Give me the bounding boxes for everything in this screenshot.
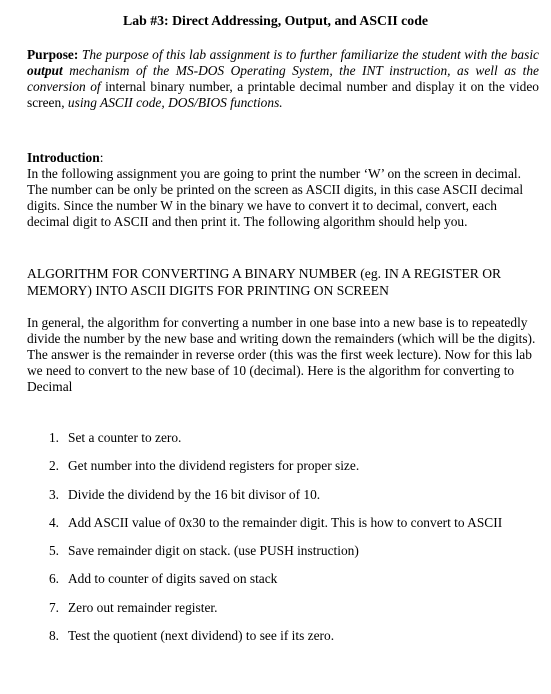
step-text: Add to counter of digits saved on stack	[68, 571, 278, 587]
step-item	[0, 628, 551, 656]
step-item	[0, 543, 551, 571]
step-text: Divide the dividend by the 16 bit divisor of 10.	[68, 486, 321, 502]
document-title: Lab #3: Direct Addressing, Output, and ASCII code	[123, 13, 428, 28]
step-text: Save remainder digit on stack. (use PUSH instruction)	[68, 543, 359, 559]
algorithm-heading: ALGORITHM FOR CONVERTING A BINARY NUMBER (eg. IN A REGISTER OR MEMORY) INTO ASCII DIGITS FOR PRINTING ON SCREEN	[27, 266, 502, 298]
algorithm-description: In general, the algorithm for converting a number in one base into a new base is to repeatedly divide the number by the new base and writing down the remainders (which will be the digits). The answer is the remainder in reverse order (this was the first week lecture). Now for this lab we need to convert to the new base of 10 (decimal). Here is the algorithm for converting to Decimal	[27, 315, 536, 394]
step-item	[0, 515, 551, 543]
purpose-text-part-1: The purpose of this lab assignment is to further familiarize the student with the basic	[81, 47, 539, 62]
step-item	[0, 600, 551, 628]
introduction-heading-colon: :	[99, 150, 104, 165]
step-item	[0, 458, 551, 486]
step-number: 2.	[48, 458, 59, 474]
step-number: 7.	[48, 599, 59, 615]
purpose-text-part-2: mechanism of the MS-DOS Operating System, the INT instruction, as well as the conversion of	[27, 63, 539, 94]
step-text: Add ASCII value of 0x30 to the remainder digit. This is how to convert to ASCII	[68, 514, 503, 530]
step-number: 1.	[48, 430, 59, 445]
step-number: 3.	[48, 486, 59, 502]
purpose-text-part-4: using ASCII code, DOS/BIOS functions.	[67, 95, 283, 110]
step-number: 5.	[48, 543, 59, 559]
step-text: Get number into the dividend registers for proper size.	[68, 458, 360, 474]
purpose-text-part-3: internal binary number, a printable decimal number and display it on the video screen,	[27, 79, 539, 110]
step-number: 8.	[48, 628, 59, 644]
step-text: Set a counter to zero.	[68, 430, 182, 445]
step-item	[0, 571, 551, 599]
purpose-paragraph	[27, 47, 539, 111]
step-number: 6.	[48, 571, 59, 587]
purpose-text-output: output	[27, 63, 63, 78]
step-item	[0, 487, 551, 515]
algorithm-steps-list	[0, 430, 551, 656]
introduction-heading: Introduction	[27, 150, 100, 165]
introduction-heading-line	[27, 150, 537, 166]
step-text: Test the quotient (next dividend) to see if its zero.	[68, 628, 335, 644]
introduction-text: In the following assignment you are going to print the number ‘W’ on the screen in decimal. The number can be only be printed on the screen as ASCII digits, in this case ASCII decimal digits. Since the number W in the binary we have to convert it to decimal, convert, each decimal digit to ASCII and then print it. The following algorithm should help you.	[27, 166, 524, 229]
step-item	[0, 430, 551, 458]
step-number: 4.	[48, 514, 59, 530]
step-text: Zero out remainder register.	[68, 599, 218, 615]
purpose-label: Purpose:	[27, 47, 79, 62]
